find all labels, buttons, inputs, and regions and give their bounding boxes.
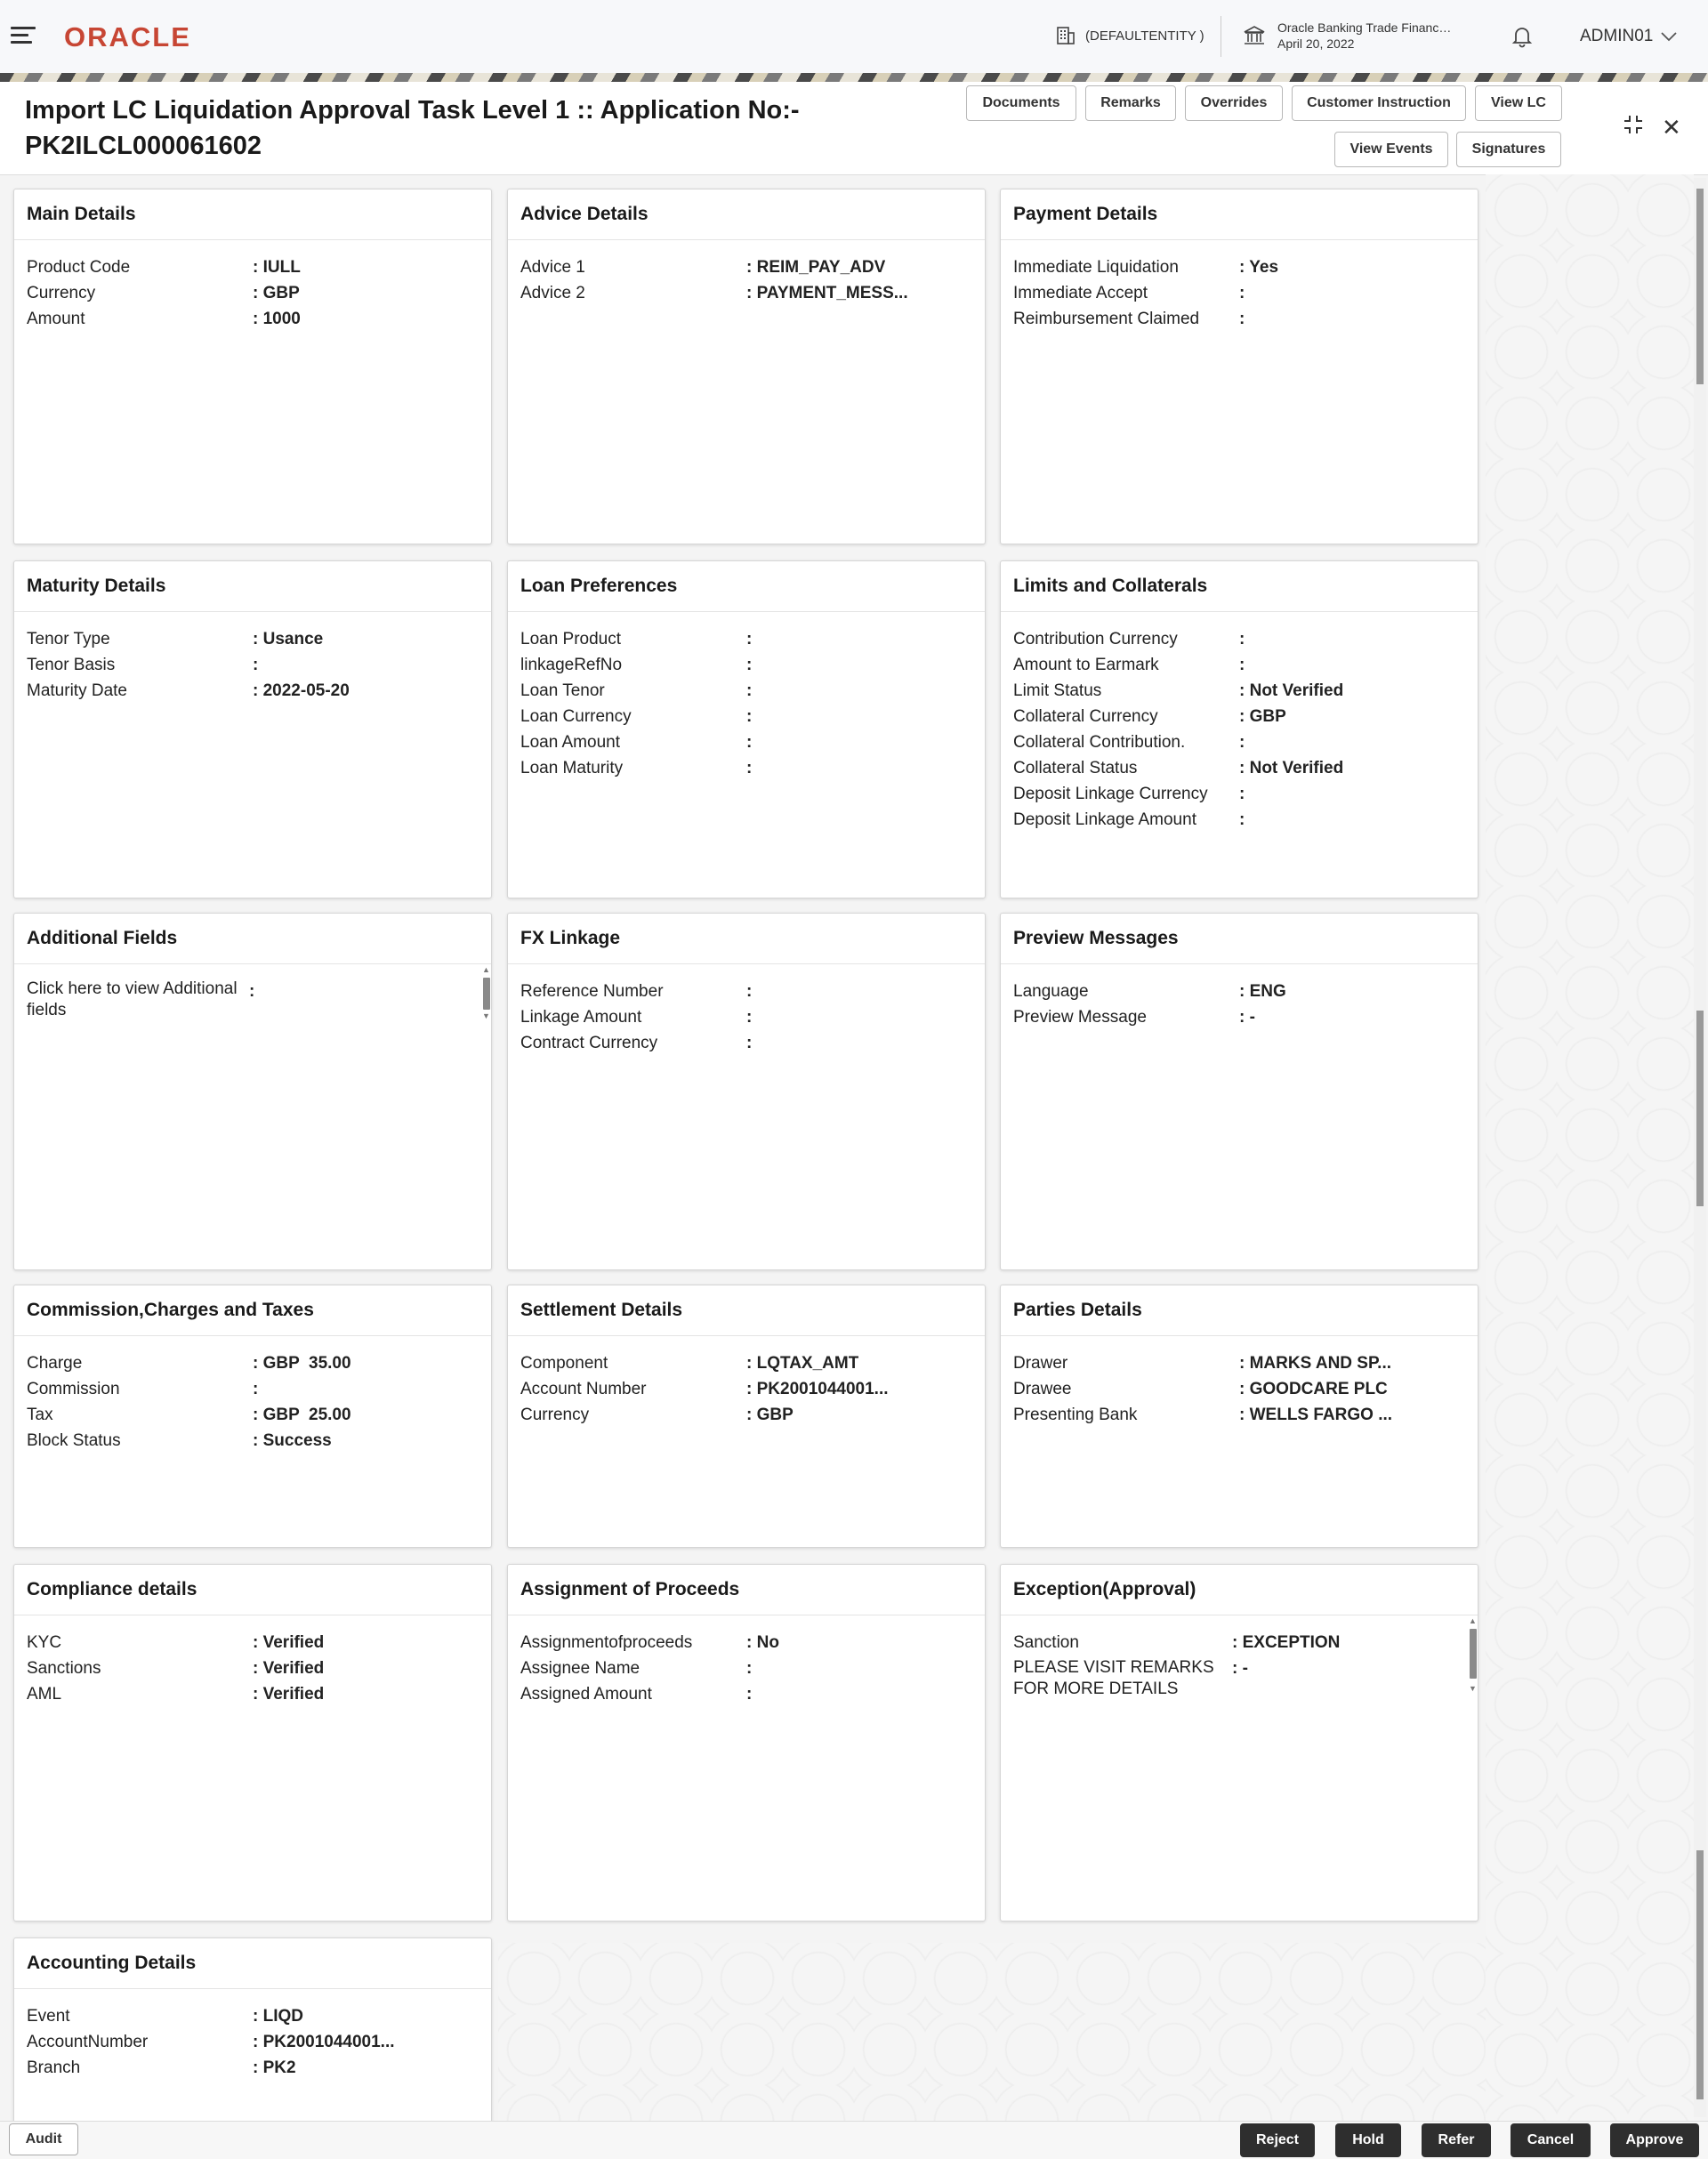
view-events-button[interactable]: View Events — [1334, 132, 1448, 167]
field-label: Tax — [27, 1406, 53, 1424]
documents-button[interactable]: Documents — [966, 85, 1076, 121]
detail-row — [1013, 1004, 1465, 1030]
detail-row — [1013, 704, 1465, 729]
field-label: AccountNumber — [27, 2033, 149, 2051]
commission-charges-card[interactable] — [13, 1285, 492, 1548]
field-value — [746, 704, 752, 729]
additional-fields-card[interactable] — [13, 913, 492, 1270]
field-value: : PK2001044001... — [253, 2029, 395, 2055]
field-label: Charge — [27, 1354, 83, 1373]
field-value — [253, 1376, 258, 1402]
card-title: Loan Preferences — [508, 561, 985, 612]
field-value: : GOODCARE PLC — [1239, 1376, 1388, 1402]
field-value: : Not Verified — [1239, 678, 1343, 704]
field-value: : REIM_PAY_ADV — [746, 254, 885, 280]
detail-row — [1013, 280, 1465, 306]
field-value — [746, 652, 752, 678]
field-label: Loan Amount — [520, 733, 620, 752]
scrollbar[interactable]: ▲ ▼ — [482, 965, 490, 1020]
detail-row — [27, 280, 479, 306]
maturity-details-card[interactable] — [13, 560, 492, 898]
entity-selector[interactable] — [1055, 25, 1204, 46]
field-label: Assigned Amount — [520, 1685, 652, 1704]
field-label: Sanctions — [27, 1659, 101, 1678]
detail-row — [520, 1681, 972, 1707]
field-value: : EXCEPTION — [1232, 1630, 1340, 1656]
settlement-details-card[interactable] — [507, 1285, 986, 1548]
overrides-button[interactable]: Overrides — [1185, 85, 1283, 121]
field-label: Reference Number — [520, 982, 664, 1001]
field-label: Contract Currency — [520, 1034, 658, 1052]
cards-grid — [0, 174, 1697, 2121]
field-label: Deposit Linkage Currency — [1013, 785, 1208, 803]
field-label: Advice 2 — [520, 284, 585, 302]
audit-button[interactable]: Audit — [9, 2123, 78, 2155]
card-title: Preview Messages — [1001, 914, 1478, 964]
detail-row — [27, 1630, 479, 1656]
field-label: Tenor Basis — [27, 656, 116, 674]
hold-button[interactable]: Hold — [1335, 2123, 1401, 2157]
field-value — [746, 678, 752, 704]
field-value: : LQTAX_AMT — [746, 1350, 858, 1376]
detail-row — [520, 626, 972, 652]
detail-row — [520, 729, 972, 755]
field-label: Assignee Name — [520, 1659, 640, 1678]
field-value: : GBP — [253, 280, 300, 306]
chevron-down-icon — [1660, 30, 1678, 43]
field-value: : Verified — [253, 1630, 324, 1656]
field-value: : WELLS FARGO ... — [1239, 1402, 1392, 1428]
field-value — [1239, 807, 1245, 833]
field-value — [1239, 652, 1245, 678]
field-value: : IULL — [253, 254, 301, 280]
field-value — [746, 1656, 752, 1681]
detail-row — [520, 678, 972, 704]
parties-details-card[interactable] — [1000, 1285, 1478, 1548]
view-lc-button[interactable]: View LC — [1475, 85, 1562, 121]
detail-row — [1013, 781, 1465, 807]
limits-collaterals-card[interactable] — [1000, 560, 1478, 898]
hamburger-menu-icon[interactable] — [11, 27, 36, 46]
card-title: Accounting Details — [14, 1938, 491, 1989]
detail-row — [520, 1004, 972, 1030]
card-title: Parties Details — [1001, 1285, 1478, 1336]
field-label: Loan Maturity — [520, 759, 624, 777]
detail-row — [27, 1428, 479, 1454]
field-value: : Yes — [1239, 254, 1278, 280]
field-label: Tenor Type — [27, 630, 110, 649]
field-value: : - — [1239, 1004, 1255, 1030]
assignment-proceeds-card[interactable] — [507, 1564, 986, 1921]
detail-row — [27, 1656, 479, 1681]
field-value: : PK2001044001... — [746, 1376, 889, 1402]
payment-details-card[interactable] — [1000, 189, 1478, 544]
task-header — [0, 82, 1708, 175]
field-value: : PAYMENT_MESS... — [746, 280, 908, 306]
field-value: : ENG — [1239, 979, 1286, 1004]
bell-icon[interactable] — [1511, 25, 1534, 48]
detail-row — [520, 1376, 972, 1402]
field-value: : 1000 — [253, 306, 301, 332]
detail-row — [520, 1630, 972, 1656]
detail-row — [27, 2029, 479, 2055]
field-label: Branch — [27, 2058, 81, 2077]
field-label: AML — [27, 1685, 62, 1704]
detail-row — [520, 254, 972, 280]
card-title: Commission,Charges and Taxes — [14, 1285, 491, 1336]
entity-label: (DEFAULTENTITY ) — [1085, 28, 1204, 44]
main-details-card[interactable] — [13, 189, 492, 544]
business-date: April 20, 2022 — [1277, 36, 1355, 51]
field-label: Component — [520, 1354, 608, 1373]
detail-row — [1013, 729, 1465, 755]
page-title: Import LC Liquidation Approval Task Level 1 :: Application No:- PK2ILCL000061602 — [25, 96, 800, 160]
colon: : — [249, 982, 255, 1001]
field-value — [1239, 729, 1245, 755]
field-label: Reimbursement Claimed — [1013, 310, 1200, 328]
card-title: Compliance details — [14, 1565, 491, 1615]
field-label: Collateral Status — [1013, 759, 1138, 777]
field-value: : MARKS AND SP... — [1239, 1350, 1391, 1376]
field-label: Immediate Accept — [1013, 284, 1148, 302]
detail-row — [1013, 1350, 1465, 1376]
detail-row — [520, 1030, 972, 1056]
detail-row — [520, 979, 972, 1004]
field-label: Currency — [520, 1406, 590, 1424]
page-scrollbar[interactable] — [1694, 178, 1706, 2117]
detail-row — [1013, 979, 1465, 1004]
field-value: : 2022-05-20 — [253, 678, 350, 704]
field-value: : No — [746, 1630, 779, 1656]
field-value: : Usance — [253, 626, 323, 652]
field-value: : Verified — [253, 1656, 324, 1681]
field-label: Assignmentofproceeds — [520, 1633, 693, 1652]
card-title: Limits and Collaterals — [1001, 561, 1478, 612]
card-title: Maturity Details — [14, 561, 491, 612]
card-title: Main Details — [14, 189, 491, 240]
signatures-button[interactable]: Signatures — [1456, 132, 1561, 167]
action-footer — [0, 2121, 1708, 2159]
detail-row — [520, 1656, 972, 1681]
card-title: Additional Fields — [14, 914, 491, 964]
detail-row — [27, 1402, 479, 1428]
field-value — [746, 1030, 752, 1056]
field-value — [746, 1681, 752, 1707]
loan-preferences-card[interactable] — [507, 560, 986, 898]
field-value — [1239, 781, 1245, 807]
detail-row — [27, 652, 479, 678]
card-title: Settlement Details — [508, 1285, 985, 1336]
field-label: Commission — [27, 1380, 120, 1398]
field-label: Limit Status — [1013, 681, 1102, 700]
field-value: : - — [1232, 1656, 1248, 1700]
exception-approval-card[interactable] — [1000, 1564, 1478, 1921]
field-label: KYC — [27, 1633, 62, 1652]
field-label: Amount to Earmark — [1013, 656, 1159, 674]
remarks-button[interactable]: Remarks — [1085, 85, 1176, 121]
detail-row — [27, 2055, 479, 2081]
detail-row — [1013, 1630, 1465, 1656]
bank-name: Oracle Banking Trade Financ… — [1277, 20, 1452, 35]
detail-row — [27, 2003, 479, 2029]
field-label: Collateral Currency — [1013, 707, 1158, 726]
card-title: Advice Details — [508, 189, 985, 240]
field-value — [746, 755, 752, 781]
oracle-logo: ORACLE — [64, 21, 191, 52]
user-menu[interactable] — [1580, 27, 1678, 46]
field-label: Contribution Currency — [1013, 630, 1178, 649]
field-value: : GBP 25.00 — [253, 1402, 351, 1428]
field-label: Loan Product — [520, 630, 622, 649]
detail-row — [520, 1350, 972, 1376]
field-value — [746, 979, 752, 1004]
detail-row — [520, 652, 972, 678]
scrollbar[interactable]: ▲ ▼ — [1469, 1616, 1477, 1693]
field-value: : GBP — [746, 1402, 794, 1428]
compliance-details-card[interactable] — [13, 1564, 492, 1921]
cancel-button[interactable]: Cancel — [1511, 2123, 1591, 2157]
field-value: : GBP — [1239, 704, 1286, 729]
field-label: Event — [27, 2007, 70, 2026]
customer-instruction-button[interactable]: Customer Instruction — [1292, 85, 1466, 121]
detail-row — [27, 1350, 479, 1376]
card-title: FX Linkage — [508, 914, 985, 964]
detail-row — [27, 678, 479, 704]
bank-icon — [1242, 23, 1267, 48]
field-label: Loan Tenor — [520, 681, 605, 700]
detail-row — [1013, 1376, 1465, 1402]
field-value: : GBP 35.00 — [253, 1350, 351, 1376]
detail-row — [1013, 254, 1465, 280]
field-label: Account Number — [520, 1380, 647, 1398]
top-bar — [0, 0, 1708, 74]
field-label: Loan Currency — [520, 707, 632, 726]
field-label: linkageRefNo — [520, 656, 623, 674]
field-label: Language — [1013, 982, 1089, 1001]
field-value: : LIQD — [253, 2003, 303, 2029]
card-title: Assignment of Proceeds — [508, 1565, 985, 1615]
detail-row — [27, 254, 479, 280]
field-label: Preview Message — [1013, 1008, 1147, 1027]
fx-linkage-card[interactable] — [507, 913, 986, 1270]
field-label: Presenting Bank — [1013, 1406, 1138, 1424]
field-value — [1239, 280, 1245, 306]
detail-row — [520, 704, 972, 729]
field-label: Maturity Date — [27, 681, 127, 700]
detail-row — [1013, 678, 1465, 704]
detail-row — [27, 1376, 479, 1402]
advice-details-card[interactable] — [507, 189, 986, 544]
detail-row — [1013, 755, 1465, 781]
accounting-details-card[interactable] — [13, 1937, 492, 2121]
field-label: Product Code — [27, 258, 131, 277]
field-value: : PK2 — [253, 2055, 296, 2081]
decorative-banner — [0, 73, 1708, 82]
field-label: Sanction — [1013, 1633, 1079, 1652]
approve-button[interactable]: Approve — [1610, 2123, 1699, 2157]
detail-row — [27, 626, 479, 652]
card-title: Payment Details — [1001, 189, 1478, 240]
field-value: : Not Verified — [1239, 755, 1343, 781]
reject-button[interactable]: Reject — [1240, 2123, 1315, 2157]
field-label: PLEASE VISIT REMARKS FOR MORE DETAILS — [1013, 1658, 1214, 1698]
detail-row — [520, 755, 972, 781]
field-value — [746, 626, 752, 652]
field-label: Deposit Linkage Amount — [1013, 810, 1196, 829]
field-label: Linkage Amount — [520, 1008, 642, 1027]
preview-messages-card[interactable] — [1000, 913, 1478, 1270]
detail-row — [1013, 1656, 1465, 1700]
field-label: Currency — [27, 284, 96, 302]
detail-row — [1013, 807, 1465, 833]
field-value: : Verified — [253, 1681, 324, 1707]
detail-row — [27, 306, 479, 332]
field-label: Drawee — [1013, 1380, 1072, 1398]
field-value — [746, 1004, 752, 1030]
field-label: Immediate Liquidation — [1013, 258, 1179, 277]
detail-row — [1013, 652, 1465, 678]
field-label: Advice 1 — [520, 258, 585, 277]
detail-row — [520, 280, 972, 306]
field-value — [1239, 306, 1245, 332]
field-value: : Success — [253, 1428, 332, 1454]
close-icon[interactable]: ✕ — [1662, 114, 1681, 141]
field-value — [253, 652, 258, 678]
detail-row — [520, 1402, 972, 1428]
field-value — [746, 729, 752, 755]
field-label: Amount — [27, 310, 85, 328]
card-title: Exception(Approval) — [1001, 1565, 1478, 1615]
detail-row — [1013, 306, 1465, 332]
field-value — [1239, 626, 1245, 652]
building-icon — [1055, 25, 1076, 46]
additional-fields-link[interactable]: Click here to view Additional fields — [27, 979, 238, 1019]
detail-row — [27, 1681, 479, 1707]
detail-row — [27, 979, 479, 1021]
field-label: Collateral Contribution. — [1013, 733, 1186, 752]
detail-row — [1013, 626, 1465, 652]
user-name: ADMIN01 — [1580, 27, 1654, 45]
detail-row — [1013, 1402, 1465, 1428]
field-label: Block Status — [27, 1431, 121, 1450]
branch-selector[interactable] — [1242, 20, 1451, 52]
refer-button[interactable]: Refer — [1422, 2123, 1491, 2157]
field-label: Drawer — [1013, 1354, 1068, 1373]
minimize-icon[interactable] — [1621, 112, 1646, 137]
